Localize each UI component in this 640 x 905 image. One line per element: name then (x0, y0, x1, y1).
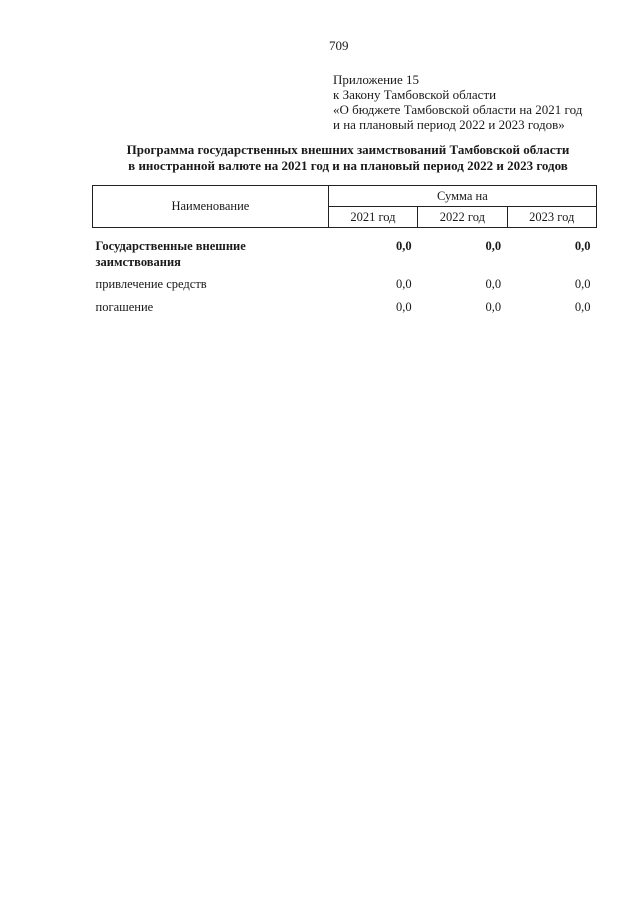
cell-value: 0,0 (574, 277, 591, 291)
column-header-year: 2023 год (507, 207, 596, 228)
document-title (88, 142, 608, 174)
column-header-year: 2021 год (328, 207, 417, 228)
cell-value: 0,0 (396, 277, 412, 291)
appendix-line: Приложение 15 (333, 72, 420, 87)
title-line: в иностранной валюте на 2021 год и на плановый период 2022 и 2023 годов (128, 158, 568, 173)
table-row (93, 270, 597, 293)
appendix-line: и на плановый период 2022 и 2023 годов» (333, 117, 565, 132)
table-row (93, 228, 597, 271)
row-name: привлечение средств (95, 277, 207, 291)
row-name: погашение (95, 300, 154, 314)
column-header-sum: Сумма на (328, 186, 596, 207)
title-line: Программа государственных внешних заимствований Тамбовской области (126, 142, 570, 157)
cell-value: 0,0 (574, 239, 591, 253)
borrowing-program-table (92, 185, 597, 316)
cell-value: 0,0 (485, 277, 502, 291)
table-row (93, 293, 597, 316)
column-header-name: Наименование (93, 186, 329, 228)
page-number: 709 (329, 38, 349, 53)
appendix-line: к Закону Тамбовской области (333, 87, 497, 102)
cell-value: 0,0 (396, 300, 412, 314)
cell-value: 0,0 (574, 300, 591, 314)
cell-value: 0,0 (396, 239, 412, 253)
appendix-line: «О бюджете Тамбовской области на 2021 год (333, 102, 583, 117)
appendix-reference (333, 72, 582, 132)
cell-value: 0,0 (485, 239, 502, 253)
row-name: Государственные внешние заимствования (95, 239, 246, 269)
cell-value: 0,0 (485, 300, 502, 314)
column-header-year: 2022 год (418, 207, 507, 228)
